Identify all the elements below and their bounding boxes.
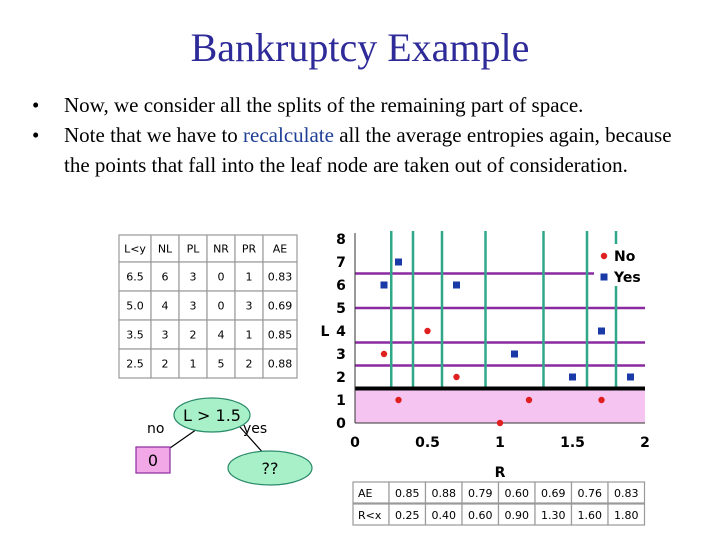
table-cell-text: 6 [161, 270, 169, 284]
legend-marker-yes [601, 274, 608, 281]
tree-leaf-no-label: 0 [147, 451, 159, 470]
table-cell-text: 3 [161, 328, 169, 342]
bullet-2-text-pre: Note that we have to [64, 123, 244, 147]
data-point-no [598, 397, 604, 403]
data-point-yes [453, 282, 460, 289]
data-point-yes [381, 282, 388, 289]
ae-table-value: 0.88 [431, 487, 456, 500]
table-header-text: NL [157, 242, 173, 256]
x-axis-label: R [494, 465, 506, 480]
split-table [118, 234, 308, 380]
slide-title: Bankruptcy Example [190, 25, 530, 70]
table-cell-text: 3 [189, 270, 197, 284]
data-point-no [453, 374, 459, 380]
table-cell-text: 0.83 [267, 270, 293, 284]
bullet-dot: • [32, 93, 40, 117]
ae-table-value: 1.30 [541, 509, 566, 522]
ae-table-value: 0.60 [468, 509, 493, 522]
table-cell-text: 0 [217, 270, 225, 284]
table-cell-text: 4 [217, 328, 225, 342]
legend-label-yes: Yes [614, 270, 641, 286]
table-header-text: L<y [124, 242, 146, 256]
data-point-yes [598, 328, 605, 335]
legend-label-no: No [614, 249, 636, 265]
y-tick-label: 3 [336, 347, 346, 363]
table-cell-text: 0.88 [267, 357, 293, 371]
bullet-dot: • [32, 123, 40, 147]
table-cell-text: 2 [245, 357, 253, 371]
bullet-2 [30, 120, 700, 180]
data-point-yes [569, 374, 576, 381]
bullet-1 [30, 90, 700, 120]
ae-table-value: 0.79 [468, 487, 493, 500]
y-tick-label: 4 [336, 324, 346, 340]
tree-no-label: no [147, 421, 165, 437]
ae-table-value: 0.76 [577, 487, 602, 500]
table-cell-text: 0.85 [267, 328, 293, 342]
ae-table-value: 1.60 [577, 509, 602, 522]
y-tick-label: 8 [336, 232, 346, 248]
ae-table-value: 1.80 [614, 509, 639, 522]
table-cell-text: 2 [161, 357, 169, 371]
table-cell-text: 1 [189, 357, 197, 371]
tree-yes-label: yes [243, 421, 268, 437]
ae-table-value: 0.90 [504, 509, 529, 522]
ae-table-value: 0.60 [504, 487, 529, 500]
table-cell-text: 3.5 [126, 328, 144, 342]
data-point-yes [395, 259, 402, 266]
table-cell-text: 3 [189, 299, 197, 313]
table-cell-text: 6.5 [126, 270, 144, 284]
table-cell-text: 3 [245, 299, 253, 313]
table-cell-text: 2.5 [126, 357, 144, 371]
data-point-yes [511, 351, 518, 358]
data-point-no [381, 351, 387, 357]
data-point-yes [627, 374, 634, 381]
table-cell-text: 1 [245, 328, 253, 342]
table-cell-text: 0.69 [267, 299, 293, 313]
ae-table [352, 480, 650, 526]
data-point-no [395, 397, 401, 403]
ae-table-value: 0.69 [541, 487, 566, 500]
table-header-text: PL [186, 242, 200, 256]
table-cell-text: 4 [161, 299, 169, 313]
bullet-list [30, 90, 700, 180]
table-cell-text: 0 [217, 299, 225, 313]
table-header-text: PR [241, 242, 257, 256]
bullet-1-text: Now, we consider all the splits of the remaining part of space. [64, 93, 584, 117]
x-tick-label: 0 [350, 435, 360, 451]
ae-table-value: 0.83 [614, 487, 639, 500]
x-tick-label: 0.5 [415, 435, 440, 451]
y-tick-label: 0 [336, 416, 346, 432]
table-cell-text: 5.0 [126, 299, 144, 313]
y-tick-label: 6 [336, 278, 346, 294]
ae-table-label: R<x [358, 509, 382, 522]
bullet-2-highlight: recalculate [243, 123, 334, 147]
y-tick-label: 7 [336, 255, 346, 271]
tree-leaf-yes-label: ?? [261, 459, 279, 478]
x-tick-label: 2 [640, 435, 650, 451]
legend-marker-no [601, 253, 607, 259]
ae-table-value: 0.25 [395, 509, 420, 522]
table-cell-text: 1 [245, 270, 253, 284]
table-cell-text: 5 [217, 357, 225, 371]
y-tick-label: 2 [336, 370, 346, 386]
data-point-no [424, 328, 430, 334]
table-header-text: NR [213, 242, 229, 256]
legend [594, 244, 648, 286]
ae-table-value: 0.85 [395, 487, 420, 500]
ae-table-value: 0.40 [431, 509, 456, 522]
ae-table-label: AE [358, 487, 373, 500]
table-cell-text: 2 [189, 328, 197, 342]
y-tick-label: 1 [336, 393, 346, 409]
tree-root-label: L > 1.5 [183, 406, 241, 425]
leaf-region [355, 389, 645, 424]
table-header-text: AE [272, 242, 288, 256]
data-point-no [526, 397, 532, 403]
bullet-2-text-post: all the average entropies again, because the points that fall into the leaf node are taken out of consideration. [64, 123, 672, 177]
scatter-plot [310, 225, 660, 480]
y-tick-label: 5 [336, 301, 346, 317]
x-tick-label: 1.5 [560, 435, 585, 451]
data-point-no [497, 420, 503, 426]
y-axis-label: L [320, 324, 330, 340]
decision-tree [130, 395, 320, 490]
x-tick-label: 1 [495, 435, 505, 451]
